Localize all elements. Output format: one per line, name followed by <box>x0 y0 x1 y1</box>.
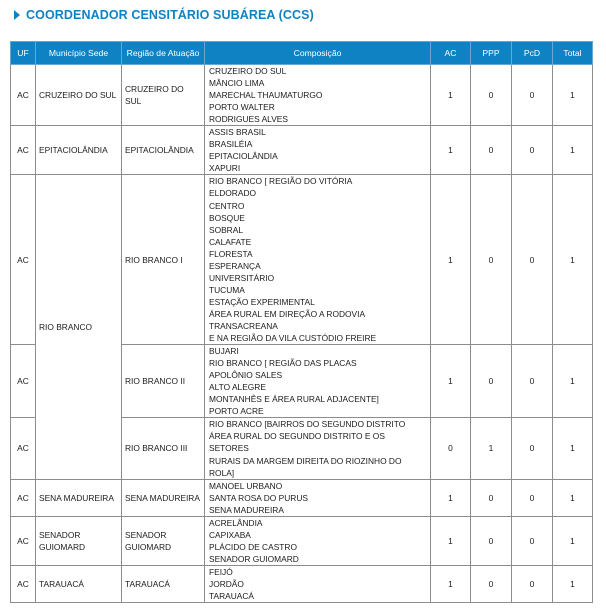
composition-item: TARAUACÁ <box>209 591 254 602</box>
composition-item: SANTA ROSA DO PURUS <box>209 492 308 503</box>
composition-item: ELDORADO <box>209 188 257 199</box>
cell-pcd: 0 <box>512 126 553 175</box>
composition-item: ESTAÇÃO EXPERIMENTAL <box>209 296 315 307</box>
composition-item: FLORESTA <box>209 248 253 259</box>
col-header-ac: AC <box>431 42 471 65</box>
cell-uf: AC <box>11 516 36 565</box>
cell-ppp: 0 <box>471 345 512 418</box>
col-header-composicao: Composição <box>205 42 431 65</box>
cell-municipio: RIO BRANCO <box>36 175 122 479</box>
composition-item: FEIJÓ <box>209 566 233 577</box>
cell-total: 1 <box>553 479 593 516</box>
cell-total: 1 <box>553 345 593 418</box>
cell-uf: AC <box>11 418 36 479</box>
cell-ppp: 0 <box>471 565 512 602</box>
cell-municipio: CRUZEIRO DO SUL <box>36 65 122 126</box>
cell-total: 1 <box>553 126 593 175</box>
cell-regiao: CRUZEIRO DO SUL <box>122 65 205 126</box>
cell-pcd: 0 <box>512 175 553 345</box>
cell-ac: 0 <box>431 418 471 479</box>
composition-item: ASSIS BRASIL <box>209 127 266 138</box>
cell-composicao <box>205 175 431 345</box>
cell-total: 1 <box>553 418 593 479</box>
cell-ac: 1 <box>431 345 471 418</box>
cell-municipio: SENA MADUREIRA <box>36 479 122 516</box>
cell-ac: 1 <box>431 65 471 126</box>
composition-item: BRASILÉIA <box>209 139 253 150</box>
col-header-regiao: Região de Atuação <box>122 42 205 65</box>
composition-item: CRUZEIRO DO SUL <box>209 66 287 76</box>
composition-item: ESPERANÇA <box>209 260 261 271</box>
cell-ppp: 0 <box>471 516 512 565</box>
cell-composicao <box>205 345 431 418</box>
cell-ppp: 0 <box>471 175 512 345</box>
table-row <box>11 175 593 345</box>
composition-item: SETORES <box>209 443 249 454</box>
cell-municipio: TARAUACÁ <box>36 565 122 602</box>
cell-ac: 1 <box>431 126 471 175</box>
composition-item: MONTANHÊS E ÁREA RURAL ADJACENTE] <box>209 394 379 405</box>
composition-item: PLÁCIDO DE CASTRO <box>209 541 297 552</box>
composition-item: TUCUMA <box>209 284 245 295</box>
section-heading-text: COORDENADOR CENSITÁRIO SUBÁREA (CCS) <box>26 8 314 22</box>
composition-item: CAPIXABA <box>209 529 251 540</box>
cell-uf: AC <box>11 65 36 126</box>
cell-pcd: 0 <box>512 479 553 516</box>
composition-item: RURAIS DA MARGEM DIREITA DO RIOZINHO DO <box>209 455 402 466</box>
composition-item: ROLA] <box>209 467 235 478</box>
cell-pcd: 0 <box>512 565 553 602</box>
cell-regiao: RIO BRANCO II <box>122 345 205 418</box>
cell-municipio: SENADOR GUIOMARD <box>36 516 122 565</box>
col-header-municipio: Município Sede <box>36 42 122 65</box>
composition-item: RIO BRANCO [BAIRROS DO SEGUNDO DISTRITO <box>209 419 406 430</box>
composition-item: RODRIGUES ALVES <box>209 114 288 125</box>
composition-item: UNIVERSITÁRIO <box>209 272 275 283</box>
cell-ppp: 0 <box>471 479 512 516</box>
cell-uf: AC <box>11 479 36 516</box>
cell-pcd: 0 <box>512 65 553 126</box>
composition-item: ALTO ALEGRE <box>209 382 266 393</box>
composition-item: SENA MADUREIRA <box>209 504 284 515</box>
table-header-row <box>11 42 593 65</box>
cell-ppp: 0 <box>471 65 512 126</box>
cell-uf: AC <box>11 126 36 175</box>
cell-composicao <box>205 516 431 565</box>
cell-pcd: 0 <box>512 418 553 479</box>
cell-composicao <box>205 126 431 175</box>
cell-regiao: RIO BRANCO I <box>122 175 205 345</box>
cell-composicao <box>205 65 431 126</box>
cell-regiao: SENA MADUREIRA <box>122 479 205 516</box>
composition-item: PORTO WALTER <box>209 102 275 113</box>
composition-item: APOLÔNIO SALES <box>209 370 283 381</box>
cell-total: 1 <box>553 175 593 345</box>
col-header-ppp: PPP <box>471 42 512 65</box>
cell-regiao: RIO BRANCO III <box>122 418 205 479</box>
composition-item: XAPURI <box>209 163 241 174</box>
table-row <box>11 65 593 126</box>
cell-composicao <box>205 479 431 516</box>
cell-composicao <box>205 418 431 479</box>
composition-item: RIO BRANCO [ REGIÃO DAS PLACAS <box>209 358 357 369</box>
cell-pcd: 0 <box>512 345 553 418</box>
section-heading <box>14 8 314 22</box>
cell-ac: 1 <box>431 516 471 565</box>
vacancy-table <box>10 41 593 603</box>
composition-item: TRANSACREANA <box>209 320 278 331</box>
cell-municipio: EPITACIOLÂNDIA <box>36 126 122 175</box>
composition-item: MARECHAL THAUMATURGO <box>209 90 323 101</box>
composition-item: JORDÃO <box>209 578 244 589</box>
cell-regiao: TARAUACÁ <box>122 565 205 602</box>
cell-total: 1 <box>553 65 593 126</box>
cell-composicao <box>205 565 431 602</box>
cell-ac: 1 <box>431 565 471 602</box>
cell-total: 1 <box>553 516 593 565</box>
composition-item: RIO BRANCO [ REGIÃO DO VITÓRIA <box>209 176 353 187</box>
cell-ppp: 1 <box>471 418 512 479</box>
composition-item: PORTO ACRE <box>209 406 264 417</box>
table-row <box>11 565 593 602</box>
composition-item: ÁREA RURAL DO SEGUNDO DISTRITO E OS <box>209 431 385 442</box>
composition-item: BOSQUE <box>209 212 245 223</box>
composition-item: SOBRAL <box>209 224 243 235</box>
cell-pcd: 0 <box>512 516 553 565</box>
composition-item: CALAFATE <box>209 236 252 247</box>
table-row <box>11 479 593 516</box>
col-header-pcd: PcD <box>512 42 553 65</box>
cell-ac: 1 <box>431 175 471 345</box>
cell-regiao: SENADOR GUIOMARD <box>122 516 205 565</box>
cell-ac: 1 <box>431 479 471 516</box>
triangle-bullet-icon <box>14 10 20 20</box>
composition-item: MANOEL URBANO <box>209 480 283 491</box>
composition-item: BUJARI <box>209 346 239 357</box>
composition-item: MÂNCIO LIMA <box>209 78 265 89</box>
cell-uf: AC <box>11 175 36 345</box>
col-header-total: Total <box>553 42 593 65</box>
cell-uf: AC <box>11 345 36 418</box>
composition-item: ACRELÂNDIA <box>209 517 263 528</box>
table-row <box>11 126 593 175</box>
cell-ppp: 0 <box>471 126 512 175</box>
cell-total: 1 <box>553 565 593 602</box>
composition-item: EPITACIOLÂNDIA <box>209 151 278 162</box>
cell-regiao: EPITACIOLÂNDIA <box>122 126 205 175</box>
composition-item: CENTRO <box>209 200 245 211</box>
col-header-uf: UF <box>11 42 36 65</box>
cell-uf: AC <box>11 565 36 602</box>
composition-item: SENADOR GUIOMARD <box>209 553 299 564</box>
composition-item: E NA REGIÃO DA VILA CUSTÓDIO FREIRE <box>209 333 377 344</box>
table-row <box>11 516 593 565</box>
composition-item: ÁREA RURAL EM DIREÇÃO A RODOVIA <box>209 308 366 319</box>
